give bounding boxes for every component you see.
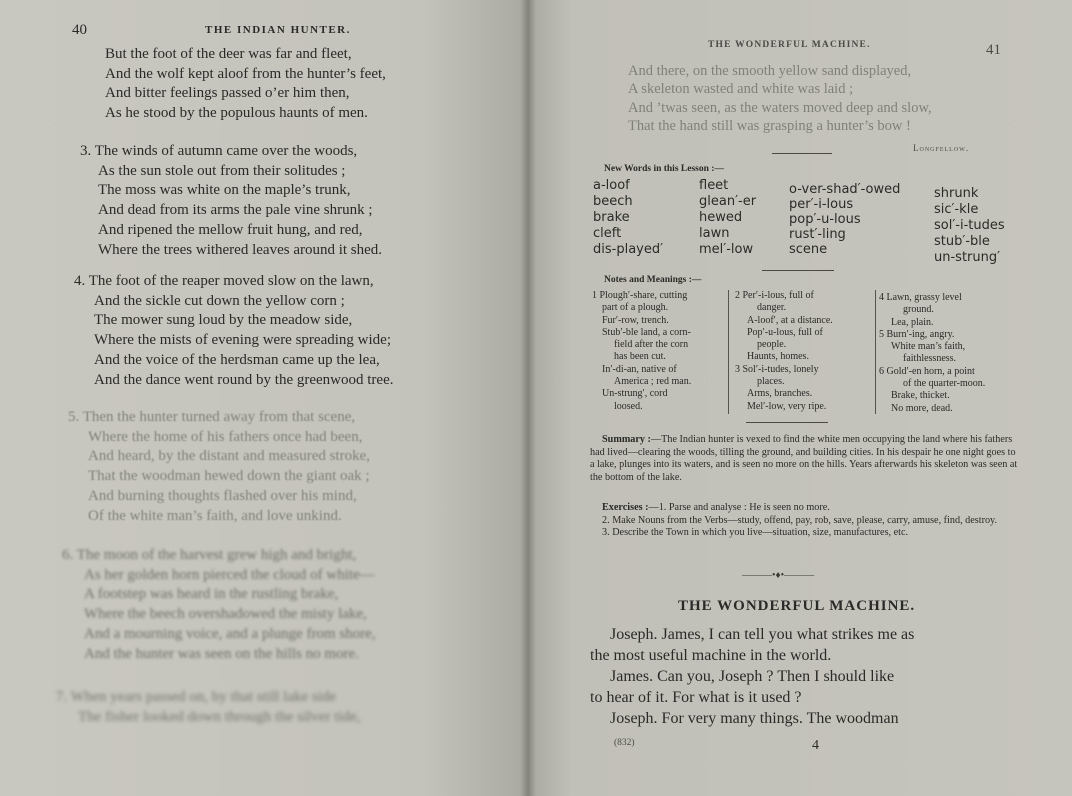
verse-line: And the wolf kept aloof from the hunter’s feet,: [105, 65, 386, 82]
verse-line: But the foot of the deer was far and fleet,: [105, 46, 352, 62]
stanza-3: [80, 142, 382, 260]
verse-line: As her golden horn pierced the cloud of white—: [84, 566, 375, 583]
column-divider: [728, 290, 729, 414]
note-line: faithlessness.: [903, 353, 957, 365]
new-word: cleft: [593, 226, 622, 241]
ornament: ———•♦•———: [742, 570, 815, 581]
summary-text: —The Indian hunter is vexed to find the white men occupying the land where his fathers had lived—clearing the woods, tilling the ground, and building cities. In his despair he one night goes to a lake, plunges into its waters, and is seen no more on the hills. Years afterwards his skeleton was seen at the bottom of the lake.: [590, 434, 1018, 483]
exercises-label: Exercises :: [602, 502, 649, 513]
new-words-col-1: [593, 178, 663, 258]
new-word: sic′-kle: [934, 202, 979, 217]
verse-line: 6. The moon of the harvest grew high and bright,: [62, 547, 357, 563]
dialogue-line: Joseph. James, I can tell you what strikes me as: [610, 626, 915, 643]
exercise-line: —1. Parse and analyse : He is seen no more.: [648, 502, 830, 513]
exercise-line: 3. Describe the Town in which you live—situation, size, manufactures, etc.: [602, 527, 909, 538]
note-line: has been cut.: [614, 351, 666, 363]
note-line: loosed.: [614, 400, 643, 412]
note-line: Pop′-u-lous, full of: [747, 326, 823, 338]
note-line: people.: [757, 339, 787, 351]
note-line: 1 Plough′-share, cutting: [592, 290, 688, 301]
new-word: scene: [789, 242, 828, 257]
new-word: sol′-i-tudes: [934, 218, 1005, 233]
stanza-4: [74, 272, 393, 390]
summary-block: [590, 434, 1018, 484]
stanza-6: [62, 546, 376, 664]
note-line: Stub′-ble land, a corn-: [602, 326, 691, 338]
dialogue: [590, 624, 914, 729]
verse-line: And the voice of the herdsman came up the lea,: [94, 351, 380, 368]
note-line: Fur′-row, trench.: [602, 314, 669, 326]
divider: [746, 422, 828, 423]
note-line: 4 Lawn, grassy level: [879, 292, 962, 303]
note-line: 3 Sol′-i-tudes, lonely: [735, 363, 819, 375]
note-line: part of a plough.: [602, 302, 669, 314]
new-words-col-2: [699, 178, 756, 258]
verse-line: Where the trees withered leaves around it shed.: [98, 241, 383, 258]
new-word: hewed: [699, 210, 743, 225]
lesson-title: THE WONDERFUL MACHINE.: [678, 598, 916, 614]
page-number-left: 40: [72, 22, 87, 38]
verse-line: A skeleton wasted and white was laid ;: [628, 81, 854, 98]
signature-number: 4: [812, 738, 819, 753]
note-line: 5 Burn′-ing, angry.: [879, 328, 955, 340]
new-word: o-ver-shad′-owed: [789, 182, 901, 197]
new-word: mel′-low: [699, 242, 754, 257]
note-line: 6 Gold′-en horn, a point: [879, 365, 975, 377]
note-line: of the quarter-moon.: [903, 378, 986, 390]
notes-col-2: [735, 290, 833, 413]
new-word: a-loof: [593, 178, 630, 193]
page-number-right: 41: [986, 42, 1001, 58]
note-line: danger.: [757, 302, 787, 314]
verse-line: The fisher looked down through the silver tide,: [78, 708, 361, 725]
note-line: America ; red man.: [614, 376, 692, 388]
note-line: 2 Per′-i-lous, full of: [735, 290, 814, 301]
new-word: un-strung′: [934, 250, 1001, 265]
new-word: beech: [593, 194, 633, 209]
verse-line: And the sickle cut down the yellow corn ;: [94, 292, 345, 309]
dialogue-line: the most useful machine in the world.: [590, 647, 832, 664]
column-divider: [875, 290, 876, 414]
verse-line: 4. The foot of the reaper moved slow on the lawn,: [74, 273, 374, 289]
dialogue-line: to hear of it. For what is it used ?: [590, 689, 802, 706]
verse-line: As the sun stole out from their solitudes ;: [98, 162, 346, 179]
new-word: per′-i-lous: [789, 197, 854, 212]
note-line: Lea, plain.: [891, 316, 934, 328]
note-line: No more, dead.: [891, 402, 953, 414]
note-line: A-loof′, at a distance.: [747, 314, 833, 326]
verse-line: And the hunter was seen on the hills no more.: [84, 645, 359, 662]
new-word: pop′-u-lous: [789, 212, 861, 227]
new-word: rust′-ling: [789, 227, 846, 242]
verse-line: And a mourning voice, and a plunge from shore,: [84, 625, 376, 642]
notes-heading: Notes and Meanings :—: [604, 275, 702, 285]
verse-line: And bitter feelings passed o’er him then,: [105, 85, 350, 102]
signature-code: (832): [614, 738, 635, 748]
new-word: glean′-er: [699, 194, 757, 209]
verse-line: Where the mists of evening were spreading wide;: [94, 332, 391, 349]
verse-line: As he stood by the populous haunts of men.: [105, 105, 368, 122]
verse-line: And heard, by the distant and measured stroke,: [88, 448, 371, 465]
new-words-col-4: [934, 186, 1005, 266]
verse-line: 5. Then the hunter turned away from that scene,: [68, 409, 356, 425]
right-page: [528, 0, 1072, 796]
note-line: Brake, thicket.: [891, 390, 950, 402]
notes-col-1: [592, 290, 691, 413]
note-line: places.: [757, 376, 785, 388]
note-line: In′-di-an, native of: [602, 363, 677, 375]
book-gutter: [520, 0, 536, 796]
verse-line: And there, on the smooth yellow sand displayed,: [628, 63, 912, 79]
new-word: stub′-ble: [934, 234, 990, 249]
verse-line: That the hand still was grasping a hunter’s bow !: [628, 118, 911, 135]
stanza-continuation: [105, 45, 386, 124]
divider: [762, 270, 834, 271]
verse-line: A footstep was heard in the rustling brake,: [84, 586, 339, 603]
verse-line: 3. The winds of autumn came over the woods,: [80, 143, 358, 159]
verse-line: The moss was white on the maple’s trunk,: [98, 182, 351, 199]
summary-label: Summary :: [602, 434, 651, 445]
attribution: Longfellow.: [913, 143, 970, 153]
new-word: shrunk: [934, 186, 979, 201]
verse-line: The mower sung loud by the meadow side,: [94, 312, 353, 329]
notes-col-3: [879, 292, 985, 415]
running-head-right: THE WONDERFUL MACHINE.: [708, 40, 871, 50]
note-line: Haunts, homes.: [747, 351, 809, 363]
note-line: Un-strung′, cord: [602, 388, 668, 400]
verse-line: That the woodman hewed down the giant oak ;: [88, 468, 370, 485]
stanza-7: [56, 688, 360, 727]
dialogue-line: James. Can you, Joseph ? Then I should like: [610, 668, 895, 685]
note-line: Mel′-low, very ripe.: [747, 400, 827, 412]
verse-line: 7. When years passed on, by that still lake side: [56, 689, 337, 705]
verse-line: And the dance went round by the greenwood tree.: [94, 371, 394, 388]
left-page: [0, 0, 528, 796]
final-stanza: [628, 62, 932, 136]
divider: [772, 153, 832, 154]
exercise-line: 2. Make Nouns from the Verbs—study, offend, pay, rob, save, please, carry, amuse, find, destroy.: [602, 514, 998, 526]
new-word: brake: [593, 210, 630, 225]
verse-line: And ripened the mellow fruit hung, and red,: [98, 221, 363, 238]
note-line: field after the corn: [614, 339, 689, 351]
note-line: Arms, branches.: [747, 388, 813, 400]
new-word: dis-played′: [593, 242, 664, 257]
verse-line: And ’twas seen, as the waters moved deep and slow,: [628, 99, 932, 116]
new-word: lawn: [699, 226, 730, 241]
running-head-left: THE INDIAN HUNTER.: [205, 24, 351, 36]
stanza-5: [68, 408, 370, 526]
verse-line: And burning thoughts flashed over his mind,: [88, 487, 357, 504]
dialogue-line: Joseph. For very many things. The woodman: [610, 710, 899, 727]
exercises-block: [590, 502, 1030, 540]
new-words-heading: New Words in this Lesson :—: [604, 164, 724, 174]
verse-line: Of the white man’s faith, and love unkind.: [88, 507, 342, 524]
verse-line: Where the beech overshadowed the misty lake,: [84, 606, 367, 623]
verse-line: And dead from its arms the pale vine shrunk ;: [98, 202, 373, 219]
verse-line: Where the home of his fathers once had been,: [88, 428, 363, 445]
new-word: fleet: [699, 178, 729, 193]
note-line: ground.: [903, 304, 934, 316]
note-line: White man’s faith,: [891, 341, 966, 353]
new-words-col-3: [789, 182, 900, 257]
